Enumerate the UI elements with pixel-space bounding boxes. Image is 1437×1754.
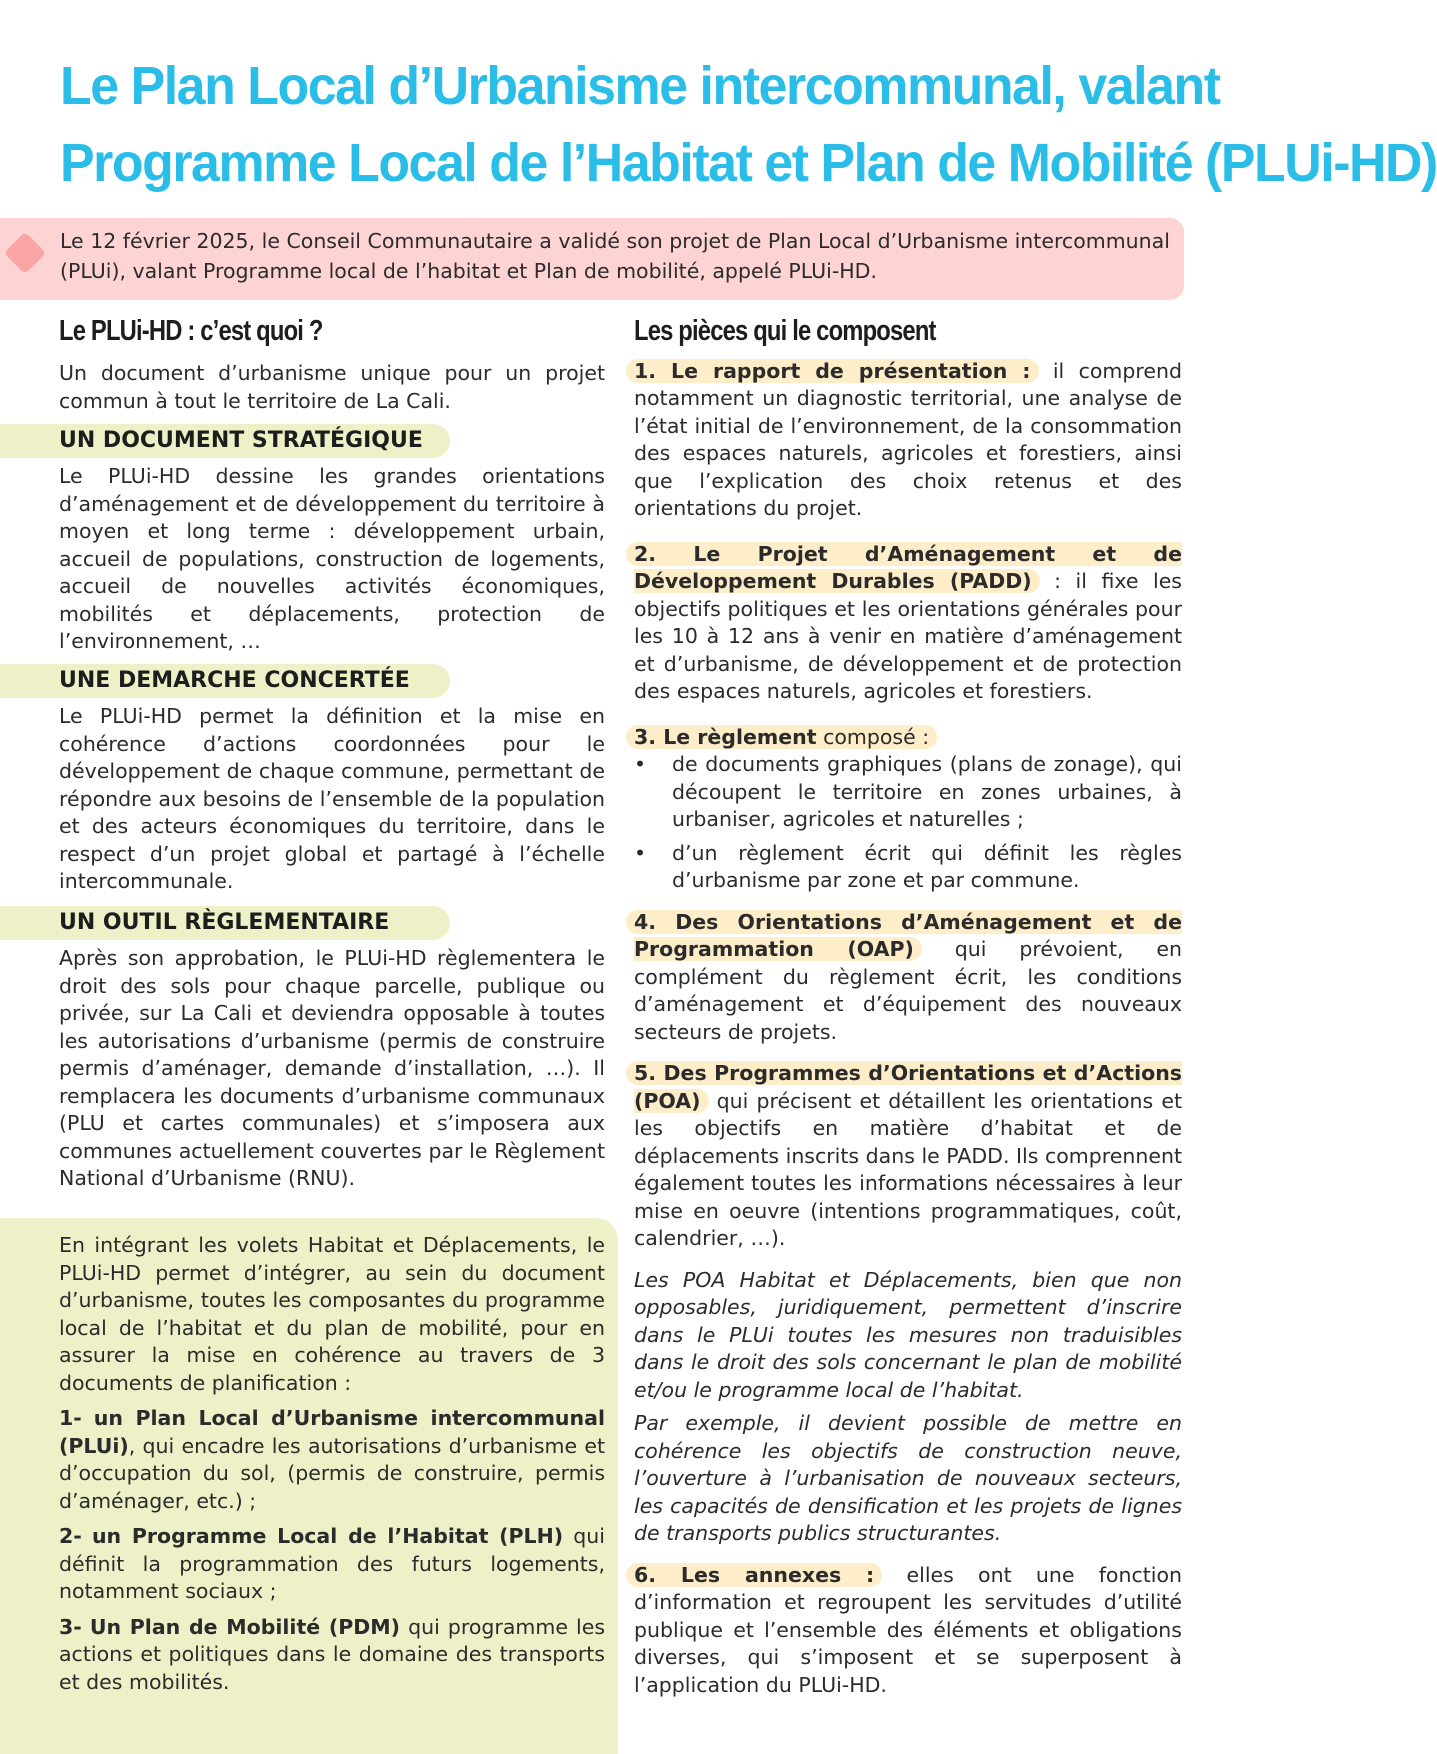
item-rest: , qui encadre les autorisations d’urbanisme et d’occupation du sol, (permis de construire, permis d’aménager, etc.) ; bbox=[59, 1433, 605, 1513]
piece-3-title bbox=[626, 725, 937, 749]
item-rest: qui définit la programmation des futurs logements, notamment sociaux ; bbox=[59, 1524, 605, 1603]
section-label-reglementaire: UN OUTIL RÈGLEMENTAIRE bbox=[59, 910, 390, 935]
page-title bbox=[60, 48, 1437, 202]
piece-4 bbox=[634, 909, 1182, 1047]
left-heading: Le PLUi-HD : c’est quoi ? bbox=[59, 315, 323, 347]
piece-6-text: elles ont une fonction d’information et regroupent les servitudes d’utilité publique et l’ensemble des éléments et obligations diverses, qui s’imposent et se superposent à l’application du PLUi-HD. bbox=[634, 1562, 1182, 1697]
piece-2-text: : il fixe les objectifs politiques et les orientations générales pour les 10 à 12 ans à venir en matière d’aménagement et d’urbanisme, de développement et de protection des espaces naturels, agricoles et forestiers. bbox=[634, 569, 1182, 703]
piece-5 bbox=[634, 1060, 1182, 1253]
list-item: • d’un règlement écrit qui définit les règles d’urbanisme par zone et par commune. bbox=[634, 840, 1182, 895]
piece-1 bbox=[634, 358, 1182, 523]
section-label-concertee: UNE DEMARCHE CONCERTÉE bbox=[59, 668, 410, 693]
section-body-reglementaire bbox=[59, 945, 605, 1193]
intro-text: Le 12 février 2025, le Conseil Communautaire a validé son projet de Plan Local d’Urbanisme intercommunal (PLUi), valant Programme local de l’habitat et Plan de mobilité, appelé PLUi-HD. bbox=[60, 229, 1170, 283]
piece-5-text: qui précisent et détaillent les orientations et les objectifs en matière d’habitat et de déplacements inscrits dans le PADD. Ils comprennent également toutes les informations nécessaires à leur mise en oeuvre (intentions programmatiques, coût, calendrier, …). bbox=[634, 1088, 1182, 1250]
piece-6 bbox=[634, 1562, 1182, 1700]
title-line-2: Programme Local de l’Habitat et Plan de Mobilité (PLUi-HD) bbox=[60, 133, 1437, 193]
list-item: • de documents graphiques (plans de zonage), qui découpent le territoire en zones urbaines, à urbaniser, agricoles et naturelles ; bbox=[634, 751, 1182, 834]
section-text-concertee: Le PLUi-HD permet la définition et la mise en cohérence d’actions coordonnées pour le développement de chaque commune, permettant de répondre aux besoins de l’ensemble de la population et des acteurs économiques du territoire, dans le respect d’un projet global et partagé à l’échelle intercommunale. bbox=[59, 704, 605, 893]
piece-5-title: 5. Des Programmes d’Orientations et d’Actions (POA) bbox=[626, 1061, 1182, 1113]
piece-4-title: 4. Des Orientations d’Aménagement et de Programmation (OAP) bbox=[626, 910, 1182, 962]
item-num: 1- bbox=[59, 1406, 82, 1430]
item-num: 3- bbox=[59, 1614, 82, 1639]
item-bold: un Plan Local d’Urbanisme intercommunal (PLUi) bbox=[59, 1406, 605, 1458]
piece-1-text: il comprend notamment un diagnostic territorial, une analyse de l’état initial de l’environnement, de la consommation des espaces naturels, agricoles et forestiers, ainsi que l’explication des choix retenus et des orientations du projet. bbox=[634, 358, 1182, 520]
piece-3-title-rest: composé : bbox=[816, 724, 930, 749]
poa-note: Les POA Habitat et Déplacements, bien que non opposables, juridiquement, permettent d’inscrire dans le PLUi toutes les mesures non traduisibles dans le droit des sols concernant le plan de mobilité et/ou le programme local de l’habitat. bbox=[634, 1267, 1182, 1402]
piece-3-title-bold: 3. Le règlement bbox=[634, 724, 817, 749]
title-line-1: Le Plan Local d’Urbanisme intercommunal, valant bbox=[60, 56, 1220, 116]
left-lead bbox=[59, 360, 605, 415]
piece-2 bbox=[634, 541, 1182, 706]
piece-3-list bbox=[634, 751, 1182, 895]
item-bold: un Programme Local de l’Habitat (PLH) bbox=[91, 1524, 564, 1548]
right-heading: Les pièces qui le composent bbox=[634, 315, 936, 347]
left-heading-block bbox=[59, 315, 605, 347]
poa-example: Par exemple, il devient possible de mettre en cohérence les objectifs de construction neuve, l’ouverture à l’urbanisation de nouveaux secteurs, les capacités de densification et les projets de lignes de transports publics structurantes. bbox=[634, 1411, 1182, 1545]
info-box-item bbox=[59, 1405, 605, 1515]
piece-1-title: 1. Le rapport de présentation : bbox=[626, 359, 1039, 383]
item-rest: qui programme les actions et politiques dans le domaine des transports et des mobilités. bbox=[59, 1614, 606, 1694]
section-body-concertee bbox=[59, 703, 605, 896]
info-box-item bbox=[59, 1523, 605, 1606]
section-label-strategique: UN DOCUMENT STRATÉGIQUE bbox=[59, 428, 423, 453]
section-text-strategique: Le PLUi-HD dessine les grandes orientations d’aménagement et de développement du territoire à moyen et long terme : développement urbain, accueil de populations, construction de logements, accueil de nouvelles activités économiques, mobilités et déplacements, protection de l’environnement, … bbox=[59, 464, 605, 653]
item-bold: Un Plan de Mobilité (PDM) bbox=[89, 1614, 401, 1639]
info-box-intro: En intégrant les volets Habitat et Déplacements, le PLUi-HD permet d’intégrer, au sein du document d’urbanisme, toutes les composantes du programme local de l’habitat et du plan de mobilité, pour en assurer la mise en cohérence au travers de 3 documents de planification : bbox=[59, 1233, 605, 1395]
section-text-reglementaire: Après son approbation, le PLUi-HD règlementera le droit des sols pour chaque parcelle, publique ou privée, sur La Cali et deviendra opposable à toutes les autorisations d’urbanisme (permis de construire permis d’aménager, demande d’installation, …). Il remplacera les documents d’urbanisme communaux (PLU et cartes communales) et s’imposera aux communes actuellement couvertes par le Règlement National d’Urbanisme (RNU). bbox=[59, 946, 605, 1190]
left-lead-text: Un document d’urbanisme unique pour un projet commun à tout le territoire de La Cali. bbox=[59, 361, 605, 413]
piece-4-text: qui prévoient, en complément du règlement écrit, les conditions d’aménagement et d’équipement des nouveaux secteurs de projets. bbox=[634, 937, 1182, 1044]
section-body-strategique bbox=[59, 463, 605, 656]
piece-3 bbox=[634, 724, 1182, 752]
piece-2-title: 2. Le Projet d’Aménagement et de Développement Durables (PADD) bbox=[626, 542, 1182, 594]
info-box-content bbox=[59, 1232, 605, 1696]
item-num: 2- bbox=[59, 1524, 82, 1548]
piece-6-title: 6. Les annexes : bbox=[626, 1563, 882, 1587]
right-column bbox=[634, 315, 1182, 1699]
info-box-item bbox=[59, 1614, 605, 1697]
